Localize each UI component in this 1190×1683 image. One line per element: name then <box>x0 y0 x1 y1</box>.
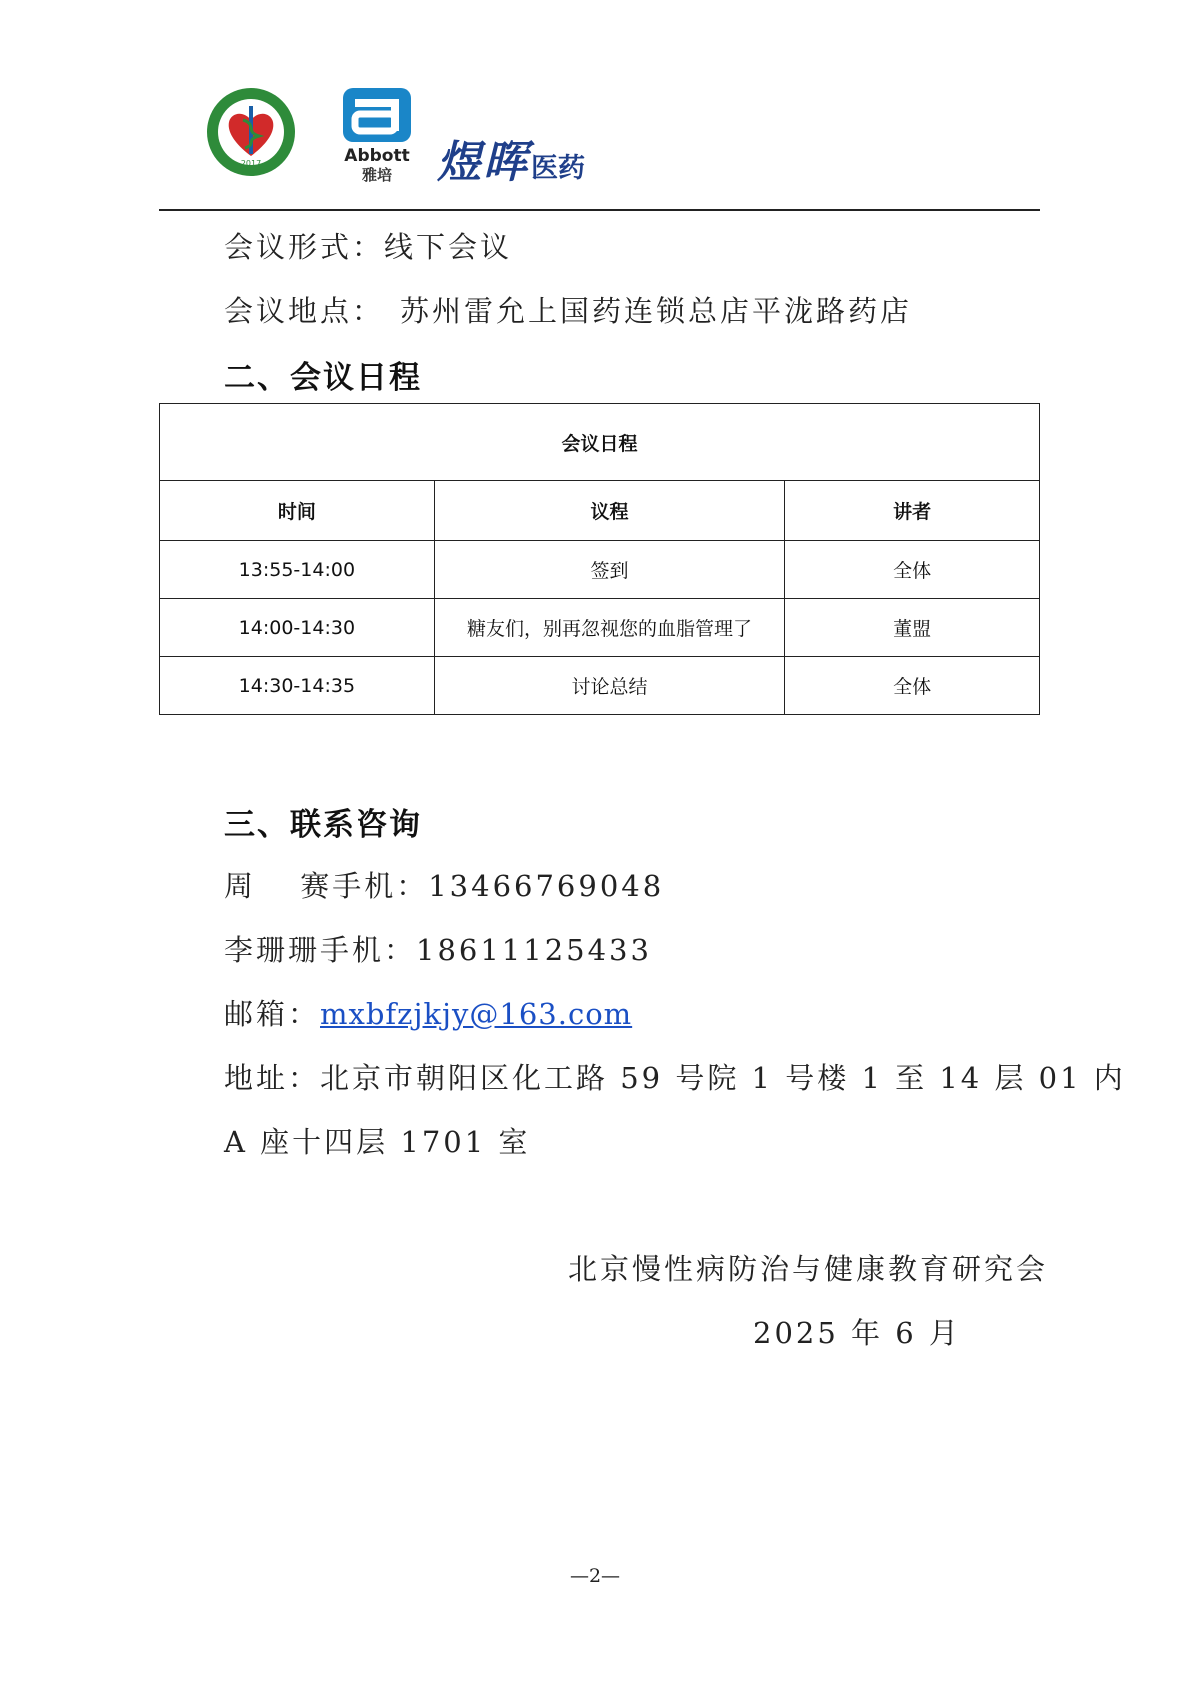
section-agenda-heading: 二、会议日程 <box>224 360 422 396</box>
abbott-logo-name: Abbott <box>344 146 410 166</box>
email-label: 邮箱： <box>224 997 321 1031</box>
row-time: 13:55-14:00 <box>160 541 435 599</box>
agenda-table-title: 会议日程 <box>160 404 1040 481</box>
page-number: —2— <box>569 1565 621 1587</box>
contact-li: 李珊珊手机：18611125433 <box>224 933 652 967</box>
column-header-speaker: 讲者 <box>785 481 1040 541</box>
signature-date: 2025 年 6 月 <box>753 1316 961 1350</box>
email-link[interactable]: mxbfzjkjy@163.com <box>320 997 633 1031</box>
table-row <box>160 599 1040 657</box>
meeting-location-value: 苏州雷允上国药连锁总店平泷路药店 <box>400 294 913 328</box>
meeting-format-label: 会议形式： <box>224 230 385 264</box>
meeting-location <box>224 289 912 330</box>
row-time: 14:30-14:35 <box>160 657 435 715</box>
row-agenda: 讨论总结 <box>434 657 785 715</box>
row-speaker: 全体 <box>785 541 1040 599</box>
table-row <box>160 657 1040 715</box>
abbott-logo-chinese-name: 雅培 <box>361 166 392 184</box>
row-speaker: 全体 <box>785 657 1040 715</box>
table-row <box>160 541 1040 599</box>
signature-organization: 北京慢性病防治与健康教育研究会 <box>568 1252 1049 1286</box>
yuhui-logo-sub: 医药 <box>531 153 585 184</box>
association-logo-year: 2017 <box>240 159 262 168</box>
agenda-table <box>159 403 1040 715</box>
column-header-agenda: 议程 <box>434 481 785 541</box>
column-header-time: 时间 <box>160 481 435 541</box>
abbott-logo <box>337 86 417 186</box>
row-speaker: 董盟 <box>785 599 1040 657</box>
address-line-1: 地址：北京市朝阳区化工路 59 号院 1 号楼 1 至 14 层 01 内 <box>224 1061 1126 1095</box>
header-logos <box>205 86 605 186</box>
contact-email <box>224 992 632 1033</box>
association-logo <box>205 86 297 178</box>
yuhui-pharma-logo <box>437 126 585 190</box>
row-agenda: 签到 <box>434 541 785 599</box>
header-divider <box>159 209 1040 211</box>
section-contact-heading: 三、联系咨询 <box>224 807 422 843</box>
yuhui-logo-main: 煜晖 <box>437 137 529 188</box>
meeting-format-value: 线下会议 <box>384 230 513 264</box>
meeting-format <box>224 225 512 266</box>
contact-zhou: 周 赛手机：13466769048 <box>224 869 665 903</box>
row-time: 14:00-14:30 <box>160 599 435 657</box>
address-line-2: A 座十四层 1701 室 <box>224 1125 531 1159</box>
row-agenda: 糖友们，别再忽视您的血脂管理了 <box>434 599 785 657</box>
meeting-location-label: 会议地点： <box>224 294 385 328</box>
